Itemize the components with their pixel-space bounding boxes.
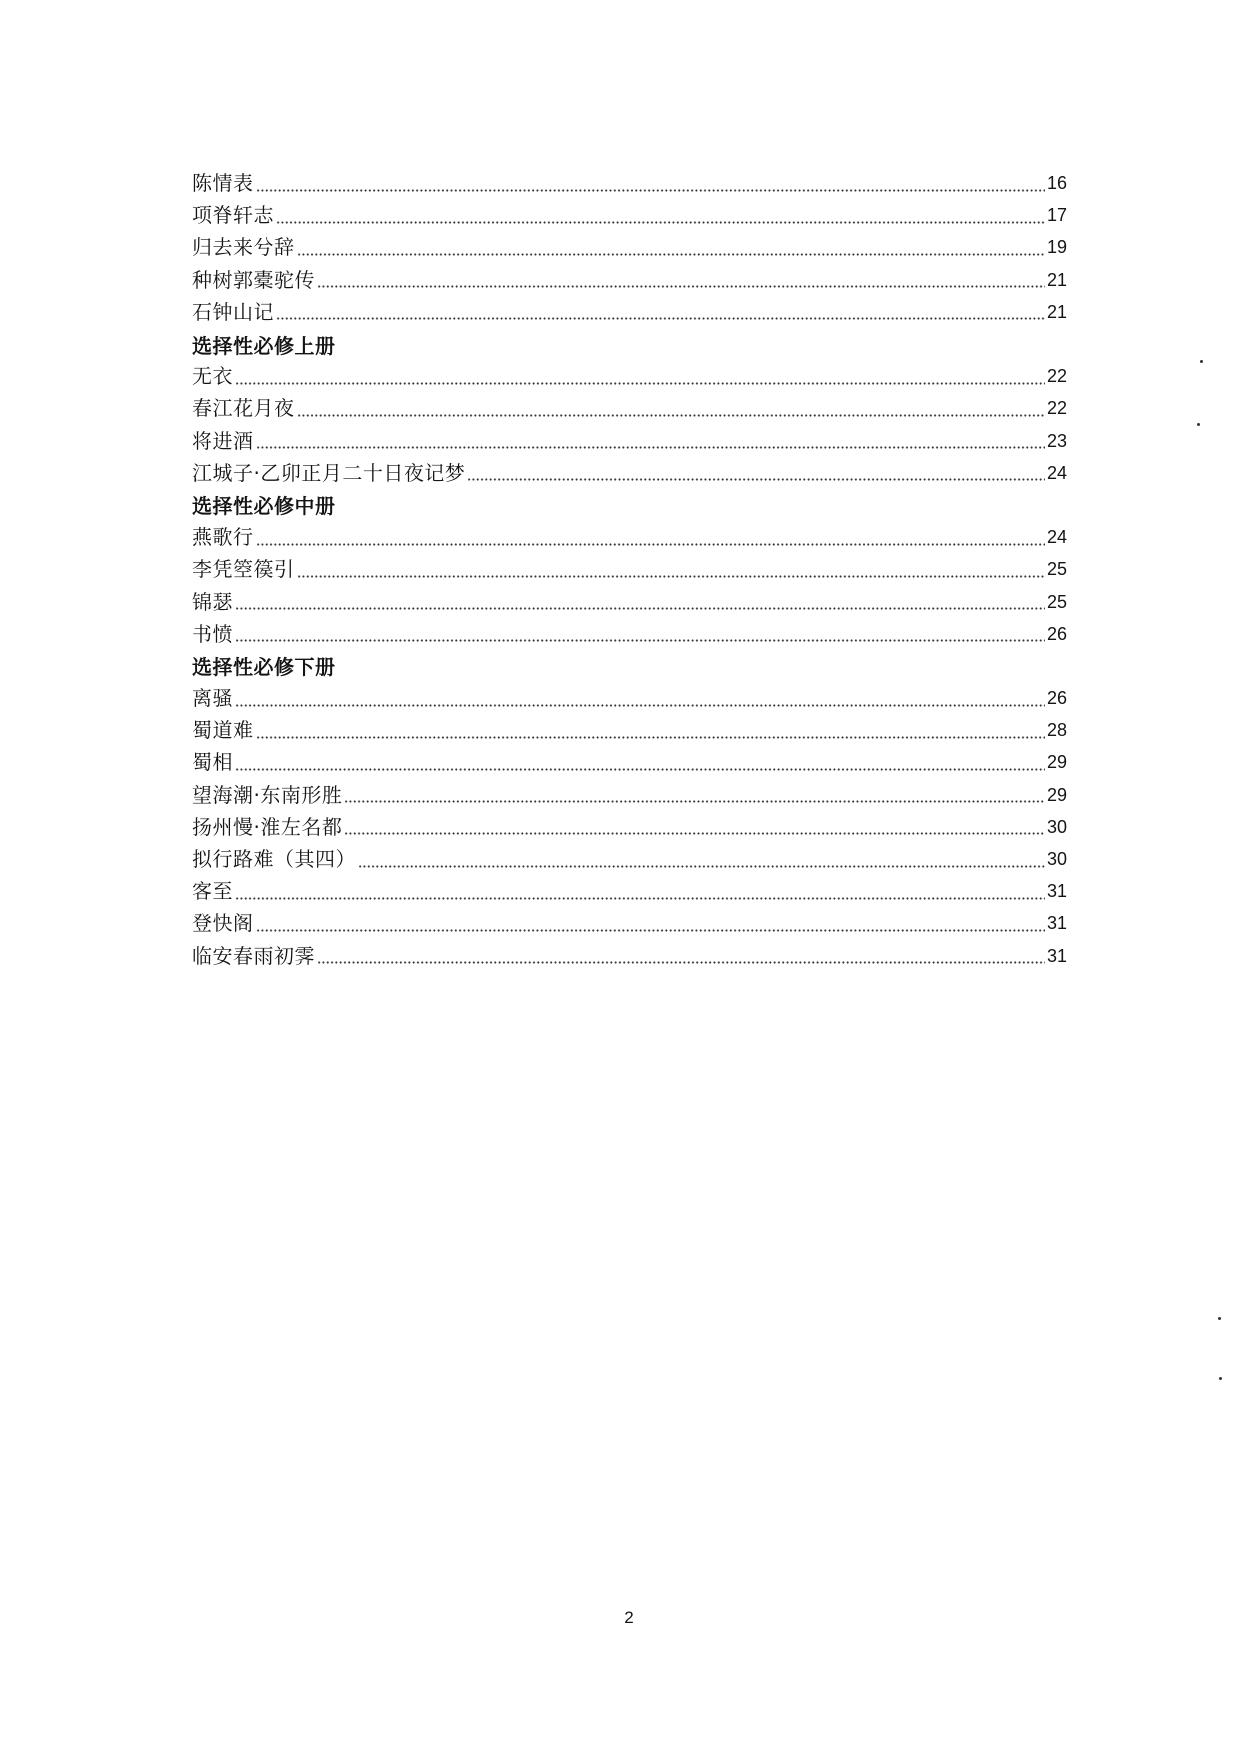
toc-dot-leader bbox=[256, 189, 1045, 192]
toc-dot-leader bbox=[235, 607, 1045, 610]
toc-entry[interactable] bbox=[192, 682, 1067, 714]
toc-entry-page-number: 17 bbox=[1046, 205, 1067, 226]
toc-entry[interactable] bbox=[192, 264, 1067, 296]
toc-entry[interactable] bbox=[192, 940, 1067, 972]
toc-entry-page-number: 21 bbox=[1046, 301, 1067, 322]
toc-entry-title: 扬州慢·淮左名都 bbox=[192, 814, 343, 839]
toc-dot-leader bbox=[235, 897, 1045, 900]
toc-entry-page-number: 19 bbox=[1046, 237, 1067, 258]
toc-entry-title: 项脊轩志 bbox=[192, 203, 274, 228]
toc-dot-leader bbox=[297, 253, 1045, 256]
toc-entry-title: 书愤 bbox=[192, 621, 233, 646]
toc-entry-title: 燕歌行 bbox=[192, 525, 254, 550]
toc-entry[interactable] bbox=[192, 714, 1067, 746]
toc-entry[interactable] bbox=[192, 360, 1067, 392]
scan-speck bbox=[1218, 1317, 1221, 1320]
toc-dot-leader bbox=[297, 575, 1045, 578]
toc-section-heading: 选择性必修下册 bbox=[192, 655, 336, 680]
toc-entry-title: 望海潮·东南形胜 bbox=[192, 782, 343, 807]
toc-dot-leader bbox=[235, 639, 1045, 642]
toc-entry-page-number: 26 bbox=[1046, 688, 1067, 709]
scan-speck bbox=[1200, 360, 1203, 363]
toc-dot-leader bbox=[235, 704, 1045, 707]
toc-dot-leader bbox=[317, 961, 1045, 964]
toc-entry-page-number: 24 bbox=[1046, 527, 1067, 548]
toc-entry[interactable] bbox=[192, 521, 1067, 553]
toc-entry-title: 临安春雨初霁 bbox=[192, 943, 315, 968]
toc-entry[interactable] bbox=[192, 811, 1067, 843]
toc-entry-title: 离骚 bbox=[192, 686, 233, 711]
toc-entry-page-number: 25 bbox=[1046, 591, 1067, 612]
toc-dot-leader bbox=[256, 736, 1045, 739]
toc-entry-title: 种树郭橐驼传 bbox=[192, 267, 315, 292]
toc-entry-page-number: 31 bbox=[1046, 881, 1067, 902]
toc-entry-page-number: 30 bbox=[1046, 849, 1067, 870]
toc-entry-title: 江城子·乙卯正月二十日夜记梦 bbox=[192, 460, 466, 485]
toc-dot-leader bbox=[276, 221, 1045, 224]
toc-entry-page-number: 21 bbox=[1046, 269, 1067, 290]
toc-dot-leader bbox=[235, 382, 1045, 385]
toc-entry-page-number: 29 bbox=[1046, 752, 1067, 773]
toc-dot-leader bbox=[256, 543, 1045, 546]
scan-speck bbox=[1219, 1377, 1222, 1380]
toc-entry-page-number: 29 bbox=[1046, 784, 1067, 805]
toc-entry[interactable] bbox=[192, 746, 1067, 778]
toc-entry-title: 李凭箜篌引 bbox=[192, 557, 295, 582]
toc-entry-page-number: 24 bbox=[1046, 462, 1067, 483]
toc-entry-title: 蜀道难 bbox=[192, 718, 254, 743]
toc-entry[interactable] bbox=[192, 457, 1067, 489]
toc-entry[interactable] bbox=[192, 231, 1067, 263]
toc-entry-title: 无衣 bbox=[192, 364, 233, 389]
toc-entry-page-number: 28 bbox=[1046, 720, 1067, 741]
table-of-contents bbox=[192, 167, 1067, 972]
toc-entry-title: 客至 bbox=[192, 879, 233, 904]
toc-dot-leader bbox=[256, 446, 1045, 449]
toc-entry-title: 陈情表 bbox=[192, 171, 254, 196]
toc-entry[interactable] bbox=[192, 585, 1067, 617]
toc-entry-page-number: 23 bbox=[1046, 430, 1067, 451]
toc-entry-title: 石钟山记 bbox=[192, 299, 274, 324]
toc-entry-page-number: 22 bbox=[1046, 398, 1067, 419]
toc-entry[interactable] bbox=[192, 392, 1067, 424]
toc-entry[interactable] bbox=[192, 425, 1067, 457]
toc-entry[interactable] bbox=[192, 907, 1067, 939]
toc-entry[interactable] bbox=[192, 296, 1067, 328]
toc-entry-page-number: 31 bbox=[1046, 913, 1067, 934]
toc-section-heading: 选择性必修中册 bbox=[192, 494, 336, 519]
toc-entry[interactable] bbox=[192, 199, 1067, 231]
page-number: 2 bbox=[624, 1608, 634, 1627]
toc-dot-leader bbox=[235, 768, 1045, 771]
toc-entry[interactable] bbox=[192, 843, 1067, 875]
scan-speck bbox=[1197, 423, 1200, 426]
toc-entry-title: 蜀相 bbox=[192, 750, 233, 775]
toc-entry-page-number: 22 bbox=[1046, 366, 1067, 387]
toc-entry-page-number: 26 bbox=[1046, 623, 1067, 644]
toc-entry-title: 登快阁 bbox=[192, 911, 254, 936]
toc-entry-page-number: 30 bbox=[1046, 816, 1067, 837]
toc-dot-leader bbox=[276, 317, 1045, 320]
toc-section-heading: 选择性必修上册 bbox=[192, 333, 336, 358]
toc-entry[interactable] bbox=[192, 875, 1067, 907]
toc-dot-leader bbox=[297, 414, 1045, 417]
toc-entry[interactable] bbox=[192, 167, 1067, 199]
toc-entry-title: 拟行路难（其四） bbox=[192, 847, 356, 872]
toc-entry-page-number: 25 bbox=[1046, 559, 1067, 580]
toc-entry-title: 归去来兮辞 bbox=[192, 235, 295, 260]
toc-entry-title: 将进酒 bbox=[192, 428, 254, 453]
toc-dot-leader bbox=[467, 478, 1045, 481]
toc-entry[interactable] bbox=[192, 779, 1067, 811]
toc-dot-leader bbox=[358, 865, 1045, 868]
toc-entry-title: 春江花月夜 bbox=[192, 396, 295, 421]
toc-entry[interactable] bbox=[192, 618, 1067, 650]
toc-entry[interactable] bbox=[192, 553, 1067, 585]
toc-dot-leader bbox=[317, 285, 1045, 288]
toc-dot-leader bbox=[256, 929, 1045, 932]
toc-entry-title: 锦瑟 bbox=[192, 589, 233, 614]
toc-entry-page-number: 31 bbox=[1046, 945, 1067, 966]
toc-dot-leader bbox=[344, 800, 1045, 803]
toc-entry-page-number: 16 bbox=[1046, 173, 1067, 194]
toc-dot-leader bbox=[344, 832, 1045, 835]
